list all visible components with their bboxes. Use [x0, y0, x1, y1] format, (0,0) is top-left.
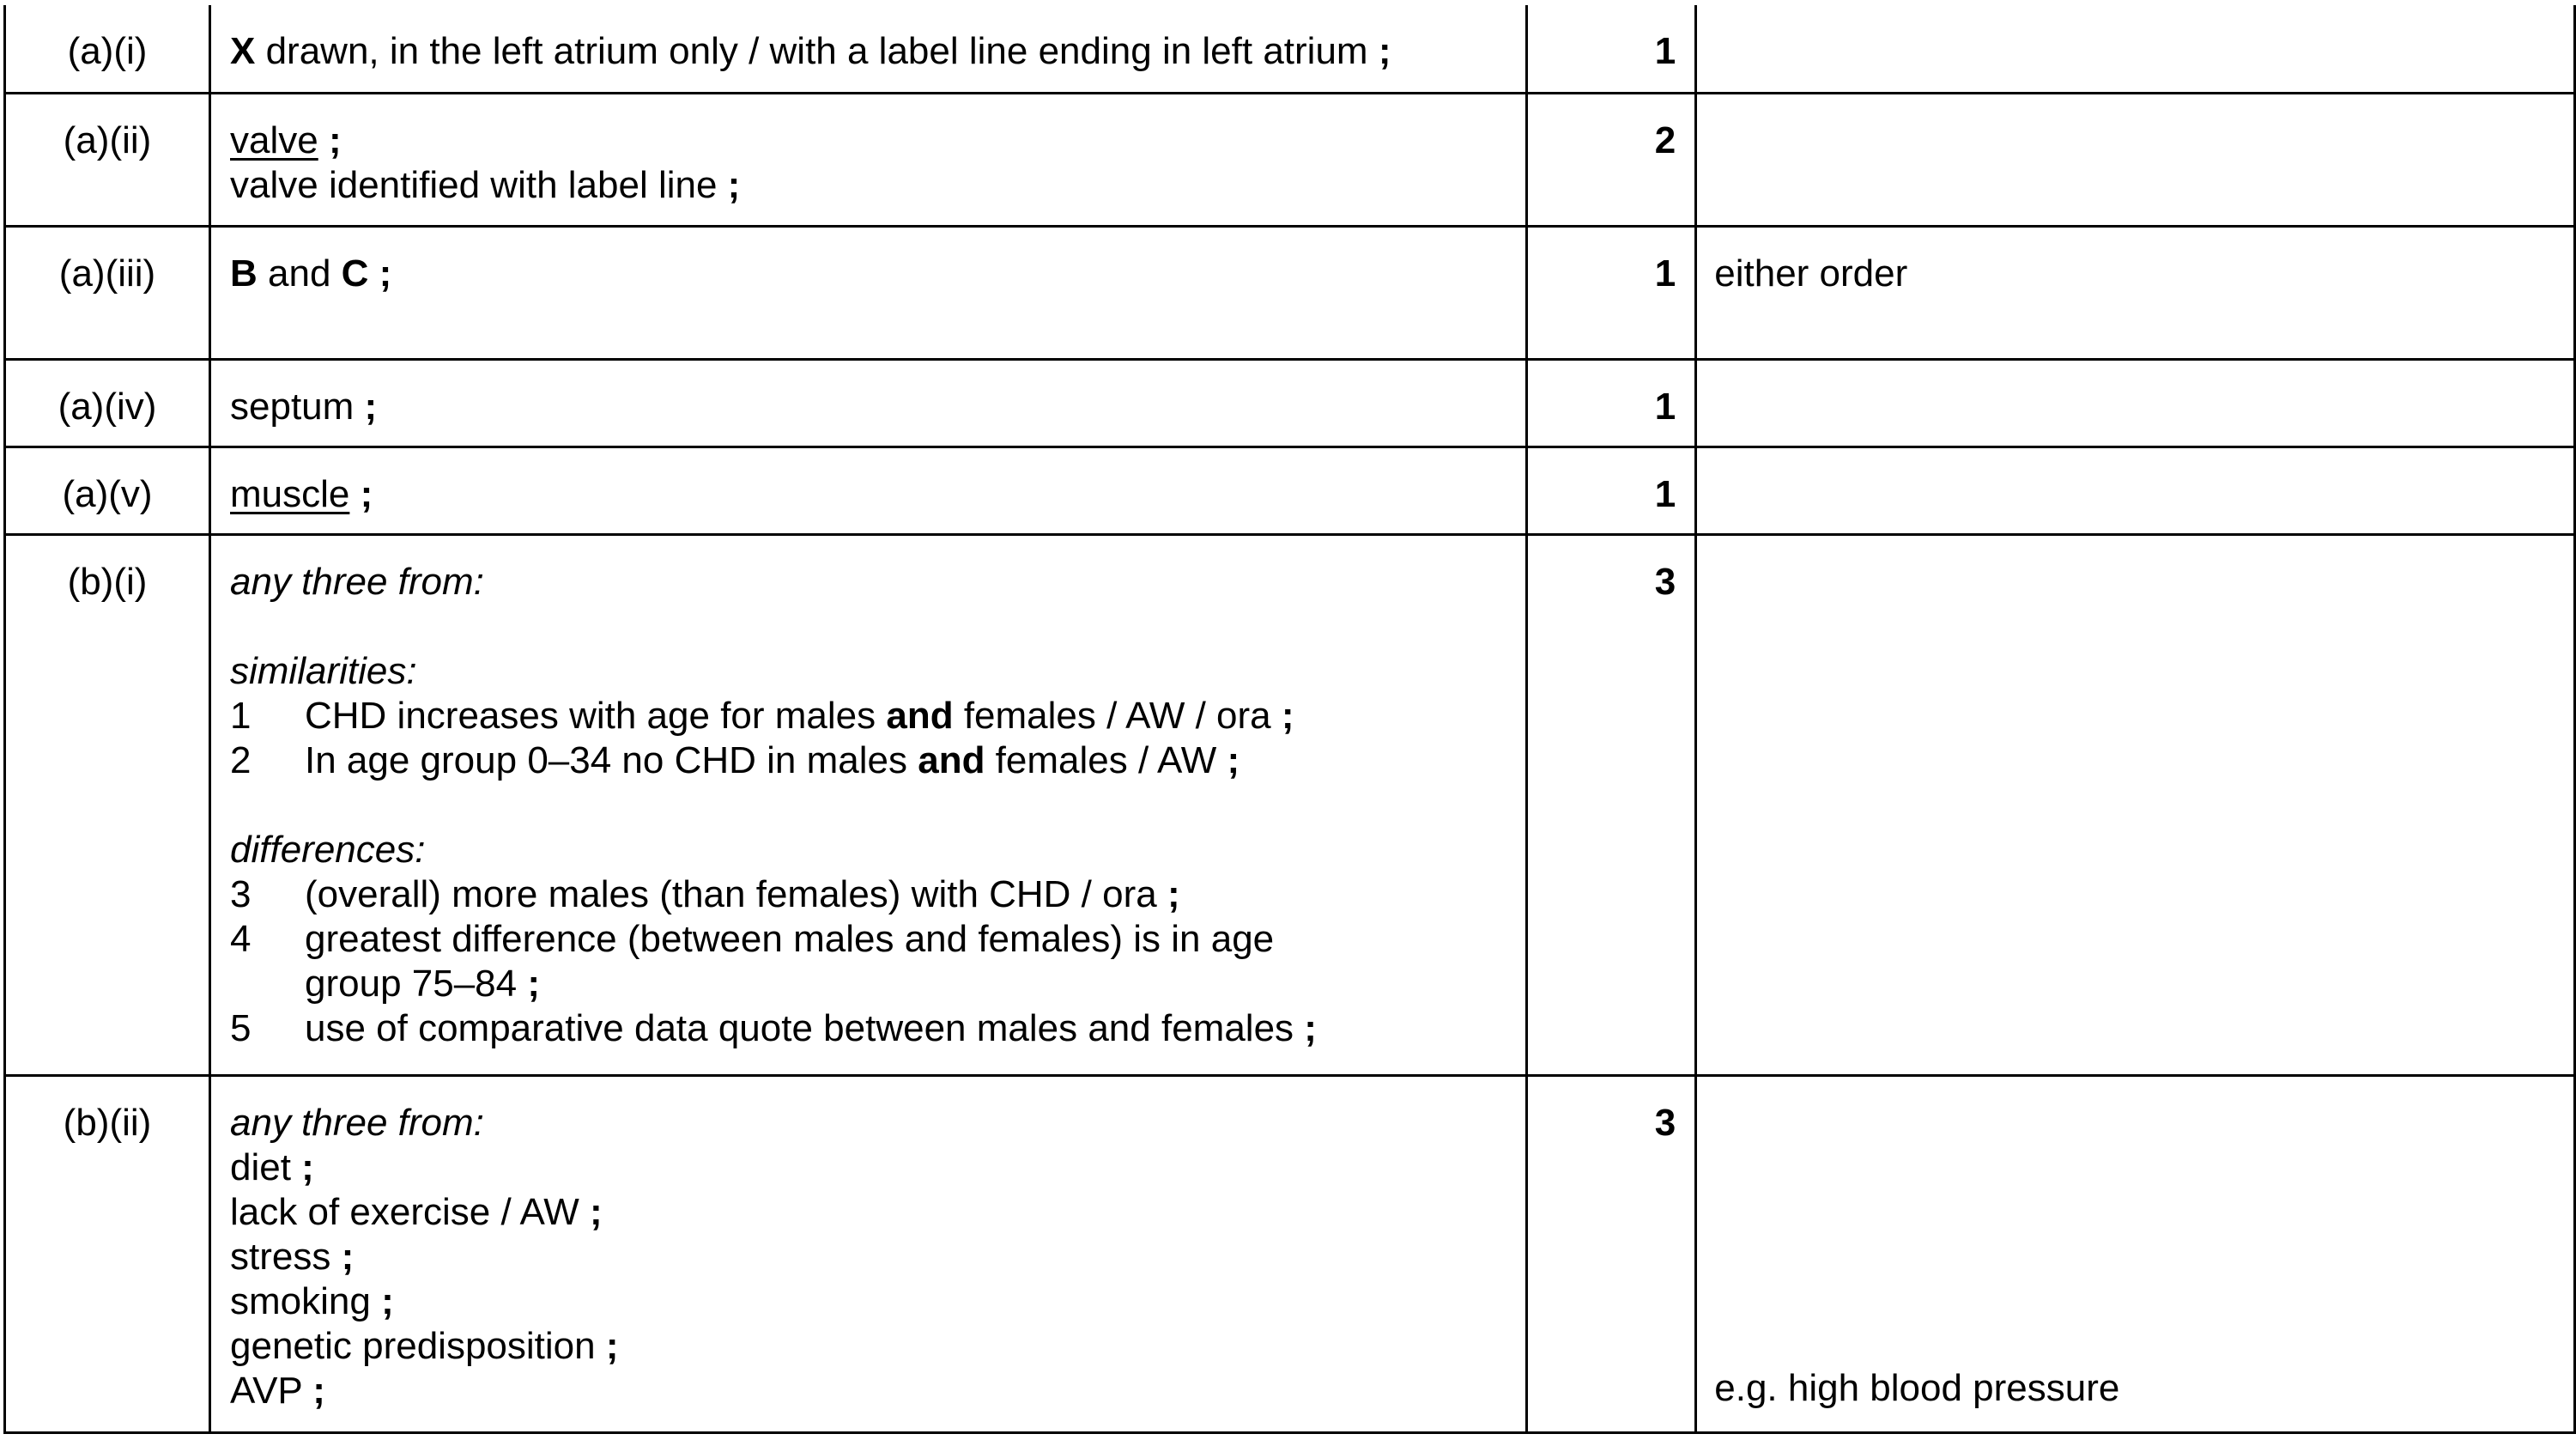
list-item [230, 1145, 1515, 1190]
marks-value: 1 [1527, 359, 1696, 447]
semicolon: ; [527, 962, 540, 1005]
marks-value: 3 [1527, 534, 1696, 1075]
semicolon: ; [1304, 1006, 1317, 1049]
semicolon: ; [605, 1324, 619, 1367]
question-number: (a)(iv) [5, 359, 210, 447]
item-text: smoking [230, 1279, 382, 1322]
list-item [230, 1279, 1515, 1324]
answer-intro: any three from: [230, 560, 484, 603]
answer-text: septum [230, 385, 365, 428]
marks-value: 3 [1527, 1075, 1696, 1432]
item-number: 2 [230, 738, 252, 781]
semicolon: ; [1281, 694, 1294, 737]
spacer [230, 605, 1515, 649]
guidance-cell: either order [1696, 226, 2575, 359]
semicolon: ; [364, 385, 378, 428]
answer-text: valve identified with label line [230, 163, 728, 206]
semicolon: ; [328, 118, 342, 161]
table-row [5, 534, 2575, 1075]
item-number: 4 [230, 917, 252, 960]
answer-intro: any three from: [230, 1101, 484, 1144]
item-number: 1 [230, 694, 252, 737]
answer-bold-x: X [230, 30, 256, 72]
list-item-continuation [230, 962, 1515, 1006]
item-text: group 75–84 [305, 962, 528, 1005]
question-number: (a)(i) [5, 5, 210, 93]
semicolon: ; [1227, 738, 1240, 781]
table-row [5, 5, 2575, 93]
semicolon: ; [1167, 872, 1180, 915]
item-text: AVP [230, 1369, 313, 1412]
list-item [230, 872, 1515, 917]
item-text: greatest difference (between males and females) is in age [305, 917, 1275, 960]
question-number: (a)(ii) [5, 93, 210, 226]
guidance-cell [1696, 93, 2575, 226]
marks-value: 1 [1527, 447, 1696, 534]
answer-underlined-valve: valve [230, 118, 318, 161]
item-bold-and: and [886, 694, 954, 737]
semicolon: ; [381, 1279, 394, 1322]
question-number: (a)(iii) [5, 226, 210, 359]
table-row [5, 226, 2575, 359]
guidance-cell [1696, 5, 2575, 93]
item-number: 5 [230, 1006, 252, 1049]
list-item [230, 1235, 1515, 1279]
question-number: (b)(i) [5, 534, 210, 1075]
semicolon: ; [1378, 30, 1391, 72]
guidance-cell [1696, 359, 2575, 447]
table-row [5, 1075, 2575, 1432]
guidance-cell [1696, 447, 2575, 534]
differences-heading: differences: [230, 828, 426, 871]
semicolon: ; [341, 1235, 355, 1278]
answer-cell [210, 447, 1527, 534]
list-item [230, 738, 1515, 783]
semicolon: ; [312, 1369, 325, 1412]
item-text: use of comparative data quote between males and females [305, 1006, 1305, 1049]
guidance-cell [1696, 534, 2575, 1075]
table-row [5, 359, 2575, 447]
answer-text: and [257, 252, 342, 295]
answer-text: drawn, in the left atrium only / with a label line ending in left atrium [255, 30, 1379, 72]
guidance-cell [1696, 1075, 2575, 1432]
answer-cell [210, 226, 1527, 359]
question-number: (b)(ii) [5, 1075, 210, 1432]
item-text: females / AW / ora [953, 694, 1282, 737]
marks-value: 1 [1527, 5, 1696, 93]
semicolon: ; [379, 252, 392, 295]
item-bold-and: and [918, 738, 985, 781]
item-text: stress [230, 1235, 342, 1278]
mark-scheme-table [3, 5, 2576, 1434]
item-text: In age group 0–34 no CHD in males [305, 738, 918, 781]
item-text: (overall) more males (than females) with CHD / ora [305, 872, 1167, 915]
item-text: CHD increases with age for males [305, 694, 887, 737]
answer-cell [210, 359, 1527, 447]
marks-value: 2 [1527, 93, 1696, 226]
list-item [230, 1324, 1515, 1369]
semicolon: ; [360, 472, 373, 515]
item-text: diet [230, 1145, 302, 1188]
answer-cell [210, 93, 1527, 226]
question-number: (a)(v) [5, 447, 210, 534]
marks-value: 1 [1527, 226, 1696, 359]
list-item [230, 1369, 1515, 1413]
item-text: females / AW [985, 738, 1227, 781]
similarities-heading: similarities: [230, 649, 417, 692]
item-number: 3 [230, 872, 252, 915]
table-row [5, 93, 2575, 226]
list-item [230, 1190, 1515, 1235]
semicolon: ; [301, 1145, 314, 1188]
list-item [230, 694, 1515, 738]
list-item [230, 1006, 1515, 1051]
semicolon: ; [589, 1190, 603, 1233]
table-row [5, 447, 2575, 534]
spacer [230, 783, 1515, 828]
answer-underlined-muscle: muscle [230, 472, 350, 515]
guidance-text: e.g. high blood pressure [1714, 1366, 2120, 1409]
answer-cell [210, 1075, 1527, 1432]
answer-bold-b: B [230, 252, 258, 295]
list-item [230, 917, 1515, 962]
answer-cell [210, 5, 1527, 93]
item-text: lack of exercise / AW [230, 1190, 590, 1233]
item-text: genetic predisposition [230, 1324, 606, 1367]
answer-cell [210, 534, 1527, 1075]
answer-bold-c: C [341, 252, 369, 295]
semicolon: ; [727, 163, 741, 206]
